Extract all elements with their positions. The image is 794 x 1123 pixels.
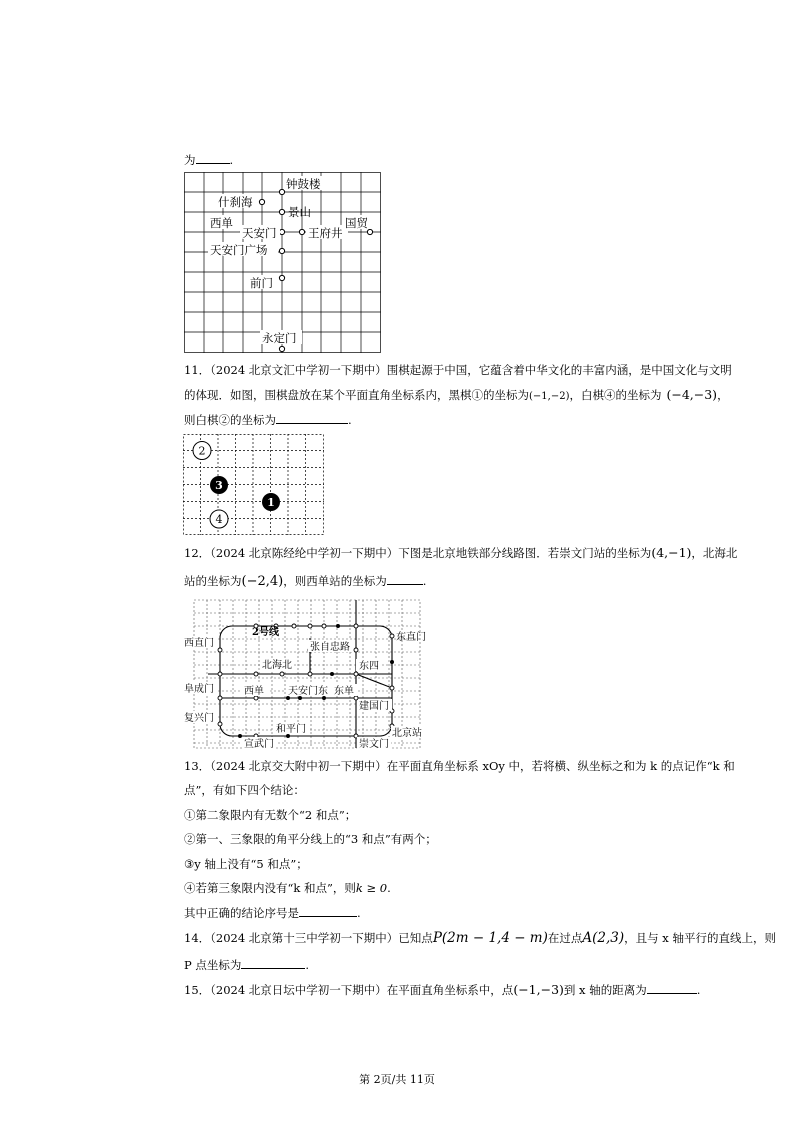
label-zhonggulou: 钟鼓楼 [286, 177, 321, 191]
label-beijingzhan: 北京站 [392, 728, 422, 739]
q11-line3: 则白棋②的坐标为 . [184, 413, 352, 427]
q11-go-board [183, 434, 325, 536]
page-footer: 第 2页/共 11页 [359, 1073, 435, 1086]
q10-prefix: 为 . [184, 153, 234, 167]
q13-conclusion-4: ④若第三象限内没有“k 和点”，则k ≥ 0. [184, 881, 391, 895]
label-jingshan: 景山 [288, 205, 311, 219]
label-tiananmen: 天安门 [242, 226, 277, 240]
label-beihaibei: 北海北 [262, 660, 292, 671]
q12-line1: 12．（2024 北京陈经纶中学初一下期中）下图是北京地铁部分线路图．若崇文门站的坐标为(4,−1)，北海北 [184, 545, 738, 560]
svg-text:3: 3 [215, 479, 223, 492]
q11-line2: 的体现．如图，围棋盘放在某个平面直角坐标系内，黑棋①的坐标为(−1,−2)，白棋④的坐标为 (−4,−3)， [184, 387, 729, 402]
station-qianmen [279, 275, 284, 280]
label-shichahai: 什刹海 [218, 195, 253, 209]
answer-blank[interactable] [276, 411, 348, 424]
station-zhonggulou [279, 189, 284, 194]
station-shichahai [259, 199, 264, 204]
q15-line1: 15．（2024 北京日坛中学初一下期中）在平面直角坐标系中，点(−1,−3)到 x 轴的距离为 . [184, 982, 701, 997]
label-guomao: 国贸 [345, 216, 368, 230]
grid-lines [184, 172, 381, 353]
label-chongwenmen: 崇文门 [359, 739, 389, 750]
white-stone-2 [193, 442, 211, 460]
label-xidan: 西单 [244, 686, 264, 697]
label-zhangzizhong: 张自忠路 [310, 642, 350, 653]
label-xizhimen: 西直门 [184, 638, 214, 649]
q13-line2: 点”，有如下四个结论： [184, 783, 305, 797]
answer-blank[interactable] [299, 904, 357, 917]
q13-line1: 13．（2024 北京交大附中初一下期中）在平面直角坐标系 xOy 中，若将横、纵坐标之和为 k 的点记作“k 和 [184, 759, 735, 773]
label-tiananmen-east: 天安门东 [288, 686, 328, 697]
answer-blank[interactable] [241, 956, 305, 969]
q14-line2: P 点坐标为 . [184, 958, 310, 972]
label-tiananmen-square: 天安门广场 [210, 243, 268, 257]
label-hepingmen: 和平门 [276, 724, 306, 735]
station-guomao [367, 229, 372, 234]
label-yongdingmen: 永定门 [262, 331, 297, 345]
station-wangfujing [299, 229, 304, 234]
q13-question: 其中正确的结论序号是 . [184, 906, 361, 920]
svg-text:2: 2 [198, 444, 206, 458]
white-stone-4 [210, 510, 228, 528]
q12-line2: 站的坐标为(−2,4)，则西单站的坐标为 . [184, 574, 427, 589]
black-stone-1 [262, 493, 280, 511]
label-fuchengmen: 阜成门 [184, 684, 214, 695]
line-diagonal [356, 674, 392, 688]
label-qianmen: 前门 [250, 276, 273, 290]
label-line-2: 2号线 [252, 627, 279, 638]
answer-blank[interactable] [647, 981, 697, 994]
q13-conclusion-3: ③y 轴上没有“5 和点”； [184, 857, 308, 871]
svg-text:4: 4 [215, 513, 223, 526]
q10-subway-grid [184, 172, 382, 354]
answer-blank[interactable] [196, 151, 230, 164]
label-xidan: 西单 [210, 216, 233, 230]
label-dongsi: 东四 [359, 661, 379, 672]
label-xuanwumen: 宣武门 [244, 739, 274, 750]
station-jingshan [279, 209, 284, 214]
station-tiananmen [279, 229, 284, 234]
black-stone-3 [210, 476, 228, 494]
metro-stations-open [218, 624, 394, 738]
q11-line1: 11．（2024 北京文汇中学初一下期中）围棋起源于中国，它蕴含着中华文化的丰富内涵，是中国文化与文明 [184, 363, 732, 377]
station-square [279, 248, 284, 253]
q13-conclusion-1: ①第二象限内有无数个“2 和点”； [184, 808, 357, 822]
q14-line1: 14．（2024 北京第十三中学初一下期中）已知点P(2m − 1,4 − m)在过点A(2,3)，且与 x 轴平行的直线上，则 [184, 930, 776, 946]
label-fuxingmen: 复兴门 [184, 713, 214, 724]
q13-conclusion-2: ②第一、三象限的角平分线上的“3 和点”有两个； [184, 832, 437, 846]
label-jianguomen: 建国门 [359, 701, 389, 712]
svg-text:1: 1 [267, 496, 275, 509]
station-yongdingmen [279, 346, 284, 351]
q12-metro-map [184, 598, 424, 750]
label-wangfujing: 王府井 [308, 226, 343, 240]
answer-blank[interactable] [387, 572, 423, 585]
label-dongdan: 东单 [334, 686, 354, 697]
label-dongzhimen: 东直门 [396, 632, 426, 643]
